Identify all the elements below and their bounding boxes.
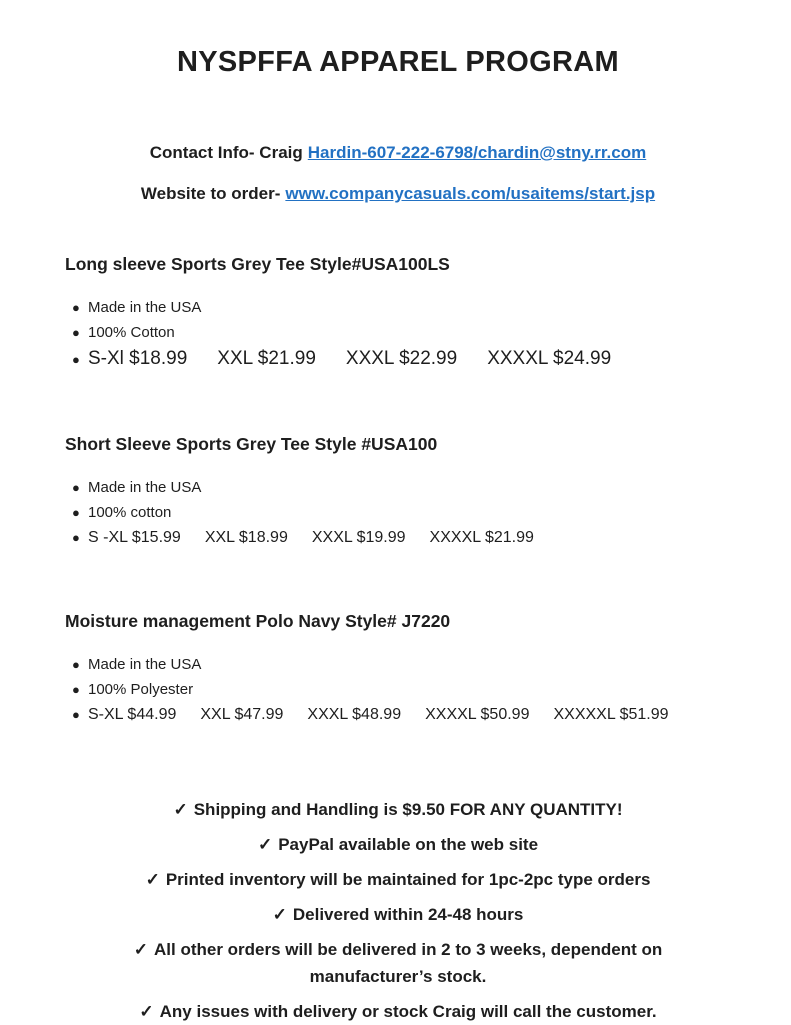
note-item [92, 796, 704, 823]
price-segment: XXXXXL $51.99 [553, 706, 669, 723]
bullet-icon: ● [72, 657, 80, 672]
check-icon: ✓ [173, 800, 188, 819]
contact-block [65, 142, 731, 204]
contact-info-line [65, 142, 731, 163]
product-section-short-sleeve-tee [65, 434, 731, 551]
price-segment: S -XL $15.99 [88, 529, 181, 546]
price-segment: S-XL $44.99 [88, 706, 177, 723]
bullet-icon: ● [72, 480, 80, 495]
bullet-text: 100% Polyester [88, 681, 194, 698]
price-segment: XXXXL $50.99 [425, 706, 530, 723]
note-text: All other orders will be delivered in 2 to 3 weeks, dependent on manufacturer’s stock. [154, 940, 663, 986]
check-icon: ✓ [272, 905, 287, 924]
product-heading: Long sleeve Sports Grey Tee Style#USA100LS [65, 254, 450, 274]
price-list-item [65, 525, 731, 551]
note-item [92, 901, 704, 928]
price-line-text [88, 702, 693, 728]
bullet-text: Made in the USA [88, 479, 202, 496]
contact-info-label: Contact Info- Craig [149, 143, 303, 162]
product-heading: Short Sleeve Sports Grey Tee Style #USA100 [65, 434, 438, 454]
product-heading: Moisture management Polo Navy Style# J7220 [65, 611, 451, 631]
note-text: Printed inventory will be maintained for 1pc-2pc type orders [165, 870, 651, 889]
bullet-icon: ● [72, 707, 80, 722]
bullet-icon: ● [72, 325, 80, 340]
price-segment: XXXL $48.99 [307, 706, 402, 723]
bullet-icon: ● [72, 682, 80, 697]
price-segment: XXXXL $24.99 [487, 348, 612, 369]
check-icon: ✓ [133, 940, 148, 959]
product-bullet-list [65, 652, 731, 728]
price-line-text [88, 345, 641, 373]
bullet-icon: ● [72, 505, 80, 520]
order-website-link[interactable]: www.companycasuals.com/usaitems/start.jsp [285, 184, 656, 203]
list-item [65, 475, 731, 500]
bullet-text: 100% Cotton [88, 324, 175, 341]
check-icon: ✓ [257, 835, 273, 854]
product-section-polo [65, 611, 731, 728]
product-section-long-sleeve-tee [65, 254, 731, 374]
list-item [65, 677, 731, 702]
note-item [92, 936, 704, 990]
check-icon: ✓ [145, 870, 160, 889]
website-order-label: Website to order- [140, 184, 281, 203]
bullet-icon: ● [72, 352, 80, 367]
note-text: PayPal available on the web site [278, 835, 539, 854]
price-segment: XXL $21.99 [217, 348, 316, 369]
price-segment: S-Xl $18.99 [88, 348, 188, 369]
bullet-icon: ● [72, 300, 80, 315]
price-segment: XXXL $19.99 [311, 529, 406, 546]
product-bullet-list [65, 295, 731, 374]
list-item [65, 320, 731, 345]
note-item [92, 866, 704, 893]
list-item [65, 295, 731, 320]
note-item [92, 998, 704, 1025]
bullet-icon: ● [72, 530, 80, 545]
order-notes-list [92, 796, 704, 1025]
price-list-item [65, 702, 731, 728]
note-text: Delivered within 24-48 hours [292, 905, 524, 924]
price-list-item [65, 345, 731, 374]
bullet-text: Made in the USA [88, 299, 202, 316]
price-segment: XXL $47.99 [200, 706, 284, 723]
bullet-text: Made in the USA [88, 656, 202, 673]
price-segment: XXL $18.99 [204, 529, 288, 546]
list-item [65, 500, 731, 525]
website-order-line [65, 183, 731, 204]
check-icon: ✓ [139, 1002, 154, 1021]
contact-email-link[interactable]: Hardin-607-222-6798/chardin@stny.rr.com [307, 143, 647, 162]
note-item [92, 831, 704, 858]
price-line-text [88, 525, 558, 551]
price-segment: XXXXL $21.99 [429, 529, 534, 546]
price-segment: XXXL $22.99 [345, 348, 458, 369]
note-text: Shipping and Handling is $9.50 FOR ANY QUANTITY! [193, 800, 623, 819]
product-bullet-list [65, 475, 731, 551]
list-item [65, 652, 731, 677]
note-text: Any issues with delivery or stock Craig will call the customer. [159, 1002, 657, 1021]
page-title: NYSPFFA APPAREL PROGRAM [177, 46, 619, 78]
bullet-text: 100% cotton [88, 504, 172, 521]
